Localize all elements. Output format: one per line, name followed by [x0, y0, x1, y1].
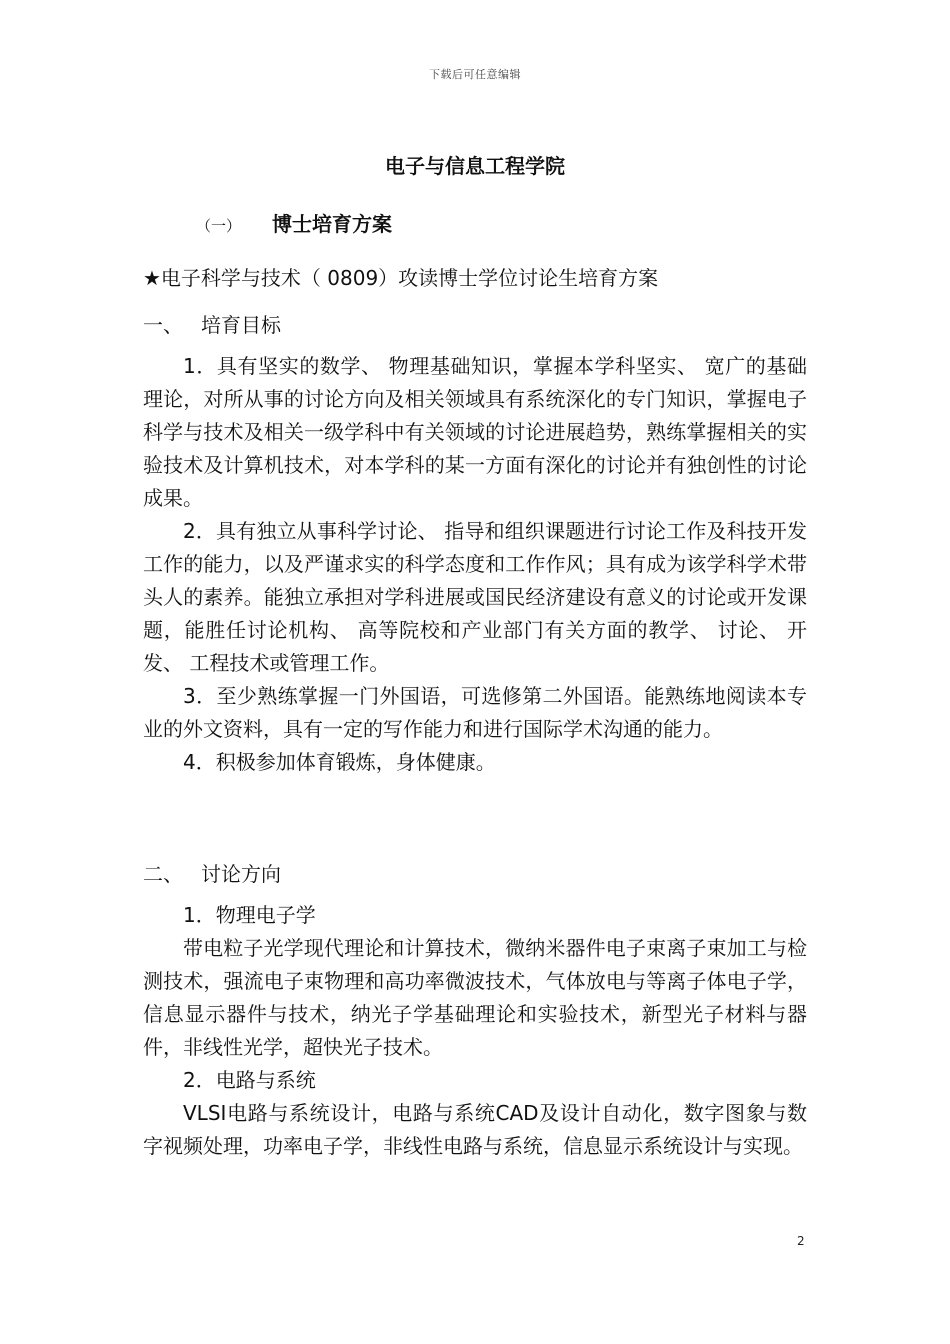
section-heading-directions [143, 858, 281, 887]
subtitle-number: （一） [196, 217, 242, 235]
subtitle-text: 博士培育方案 [272, 212, 392, 236]
page-number: 2 [797, 1234, 805, 1248]
section-heading-goals [143, 309, 281, 338]
direction-name: 1．物理电子学 [183, 903, 316, 927]
subtitle [196, 208, 392, 237]
page-header: 下载后可任意编辑 [429, 68, 521, 81]
goal-item: 3．至少熟练掌握一门外国语，可选修第二外国语。能熟练地阅读本专业的外文资料，具有一定的写作能力和进行国际学术沟通的能力。 [143, 684, 807, 741]
section-number: 二、 [143, 862, 183, 886]
directions-list [143, 899, 807, 1163]
section-title: 培育目标 [201, 313, 281, 337]
section-number: 一、 [143, 313, 183, 337]
goal-item: 1．具有坚实的数学、 物理基础知识，掌握本学科坚实、 宽广的基础理论，对所从事的讨论方向及相关领域具有系统深化的专门知识，掌握电子科学与技术及相关一级学科中有关领域的讨论进展趋势，熟练掌握相关的实验技术及计算机技术，对本学科的某一方面有深化的讨论并有独创性的讨论成果。 [143, 354, 807, 510]
goal-item: 4．积极参加体育锻炼，身体健康。 [183, 750, 496, 774]
direction-desc: VLSI电路与系统设计，电路与系统CAD及设计自动化，数字图象与数字视频处理，功率电子学，非线性电路与系统，信息显示系统设计与实现。 [143, 1101, 807, 1158]
direction-name: 2．电路与系统 [183, 1068, 316, 1092]
goals-list [143, 350, 807, 779]
program-title: ★电子科学与技术（ 0809）攻读博士学位讨论生培育方案 [143, 266, 659, 290]
page-title: 电子与信息工程学院 [385, 154, 565, 178]
direction-desc: 带电粒子光学现代理论和计算技术，微纳米器件电子束离子束加工与检测技术，强流电子束物理和高功率微波技术，气体放电与等离子体电子学，信息显示器件与技术，纳光子学基础理论和实验技术，新型光子材料与器件，非线性光学，超快光子技术。 [143, 936, 807, 1059]
section-title: 讨论方向 [201, 862, 281, 886]
goal-item: 2．具有独立从事科学讨论、 指导和组织课题进行讨论工作及科技开发工作的能力，以及严谨求实的科学态度和工作作风；具有成为该学科学术带头人的素养。能独立承担对学科进展或国民经济建设有意义的讨论或开发课题，能胜任讨论机构、 高等院校和产业部门有关方面的教学、 讨论、 开发、 工程技术或管理工作。 [143, 519, 807, 675]
